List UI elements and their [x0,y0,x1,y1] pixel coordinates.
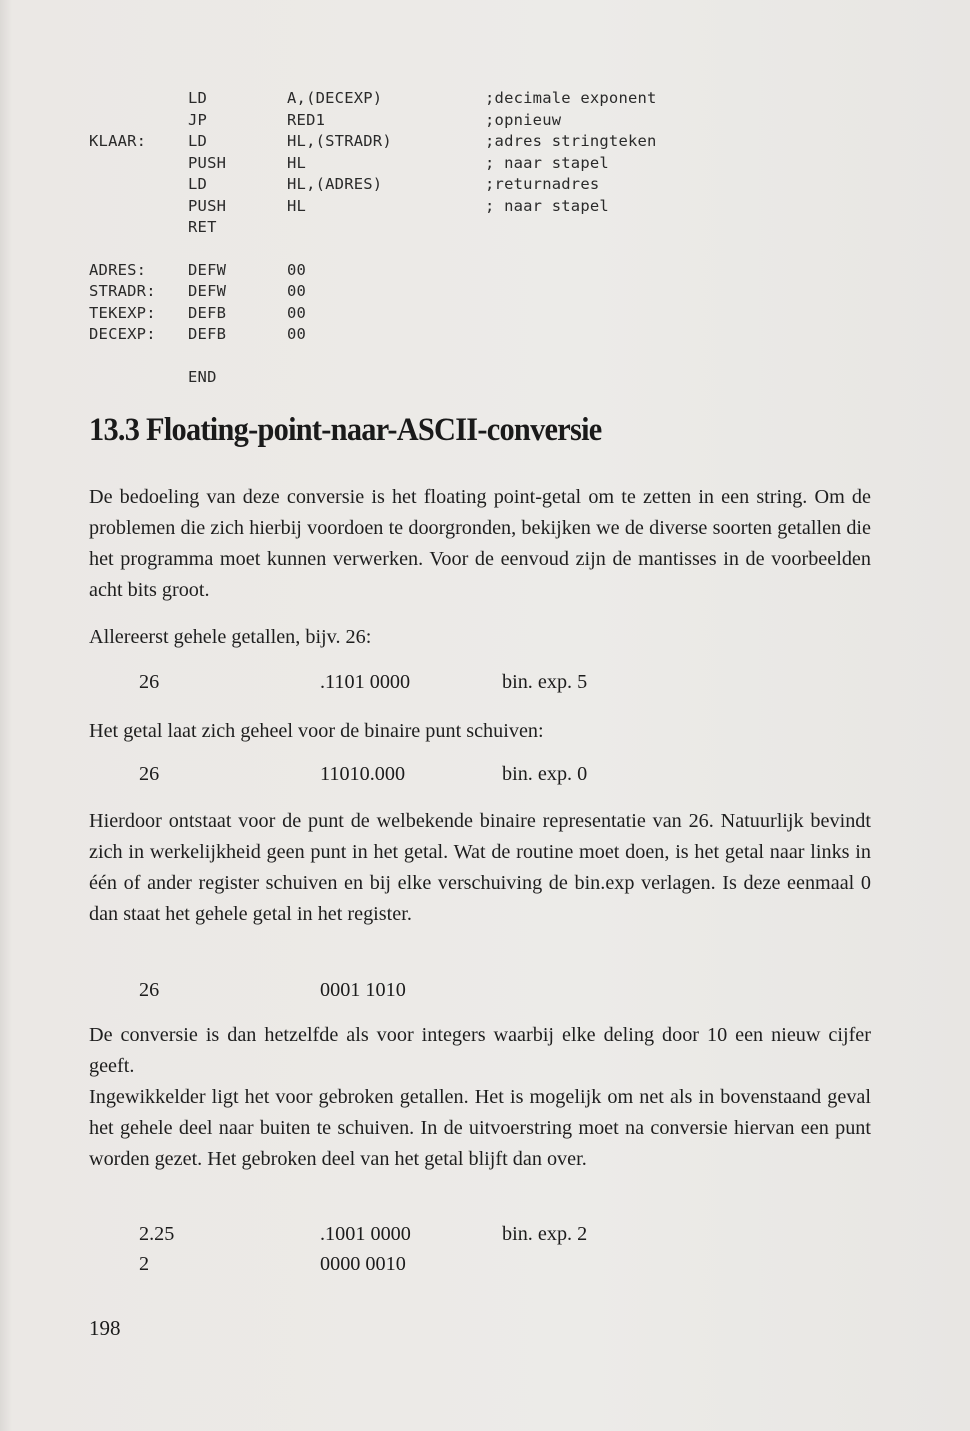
code-comment: ;opnieuw [485,110,562,129]
example-binary: .1001 0000 [320,1223,411,1245]
code-line [89,132,657,154]
code-comment: ; naar stapel [485,196,609,215]
code-line [89,110,562,133]
code-end-directive: END [188,367,217,386]
code-opcode: LD [188,132,208,150]
code-operand: A,(DECEXP) [287,89,383,107]
section-heading: 13.3 Floating-point-naar-ASCII-conversie [89,412,602,448]
code-comment: ;decimale exponent [485,89,657,107]
assembly-listing [89,89,657,389]
code-operand: 00 [287,303,307,322]
code-operand: 00 [287,282,307,300]
code-line [89,218,217,240]
code-line [89,89,657,111]
code-comment: ; naar stapel [485,153,609,172]
body-paragraph: Het getal laat zich geheel voor de binaire punt schuiven: [89,720,544,742]
code-label: KLAAR: [89,132,147,150]
code-opcode: DEFW [188,260,227,279]
code-operand: 00 [287,325,307,343]
example-decimal: 26 [139,979,160,1001]
example-decimal: 2.25 [139,1223,175,1245]
code-operand: HL [287,153,307,172]
code-comment: ;returnadres [485,175,600,193]
example-decimal: 26 [139,763,160,785]
example-decimal: 26 [139,671,160,693]
code-label: TEKEXP: [89,303,156,322]
code-line [89,282,307,304]
example-exponent: bin. exp. 5 [502,671,588,693]
example-binary: 0000 0010 [320,1253,406,1275]
code-line [89,196,609,219]
code-line [89,153,609,176]
code-opcode: LD [188,89,208,107]
example-exponent: bin. exp. 0 [502,763,588,785]
code-opcode: DEFW [188,282,227,300]
example-exponent: bin. exp. 2 [502,1223,588,1245]
code-opcode: RET [188,218,217,236]
code-operand: HL,(STRADR) [287,132,392,150]
example-decimal: 2 [139,1253,150,1275]
code-line [89,367,217,390]
code-line [89,325,307,347]
code-opcode: DEFB [188,303,227,322]
body-paragraph: De conversie is dan hetzelfde als voor integers waarbij elke deling door 10 een nieuw cijfer geeft. [89,1024,871,1077]
code-line [89,175,600,197]
code-opcode: PUSH [188,153,227,172]
code-opcode: PUSH [188,196,227,215]
code-operand: RED1 [287,110,326,129]
code-label: ADRES: [89,260,147,279]
code-opcode: LD [188,175,208,193]
code-opcode: DEFB [188,325,227,343]
body-paragraph: Allereerst gehele getallen, bijv. 26: [89,626,372,648]
code-operand: 00 [287,260,307,279]
body-paragraph: Ingewikkelder ligt het voor gebroken getallen. Het is mogelijk om net als in bovenstaand geval het gehele deel naar buiten te schuiven. In de uitvoerstring moet na conversie hiervan een punt worden gezet. Het gebroken deel van het getal blijft dan over. [89,1086,871,1170]
code-operand: HL [287,196,307,215]
code-label: STRADR: [89,282,156,300]
code-line [89,260,307,283]
example-binary: 0001 1010 [320,979,406,1001]
code-opcode: JP [188,110,208,129]
code-label: DECEXP: [89,325,156,343]
example-binary: .1101 0000 [320,671,411,693]
code-line [89,303,307,326]
body-paragraph: De bedoeling van deze conversie is het floating point-getal om te zetten in een string. Om de problemen die zich hierbij voordoen te doorgronden, bekijken we de diverse soorten getallen die het programma moet kunnen verwerken. Voor de eenvoud zijn de mantisses in de voorbeelden acht bits groot. [89,486,871,601]
body-paragraph: Hierdoor ontstaat voor de punt de welbekende binaire representatie van 26. Natuurlijk bevindt zich in werkelijkheid geen punt in het getal. Wat de routine moet doen, is het getal naar links in één of ander register schuiven en bij elke verschuiving de bin.exp verlagen. Is deze eenmaal 0 dan staat het gehele getal in het register. [89,810,871,925]
page-number: 198 [89,1316,121,1340]
example-binary: 11010.000 [320,763,406,785]
code-operand: HL,(ADRES) [287,175,383,193]
code-comment: ;adres stringteken [485,132,657,150]
